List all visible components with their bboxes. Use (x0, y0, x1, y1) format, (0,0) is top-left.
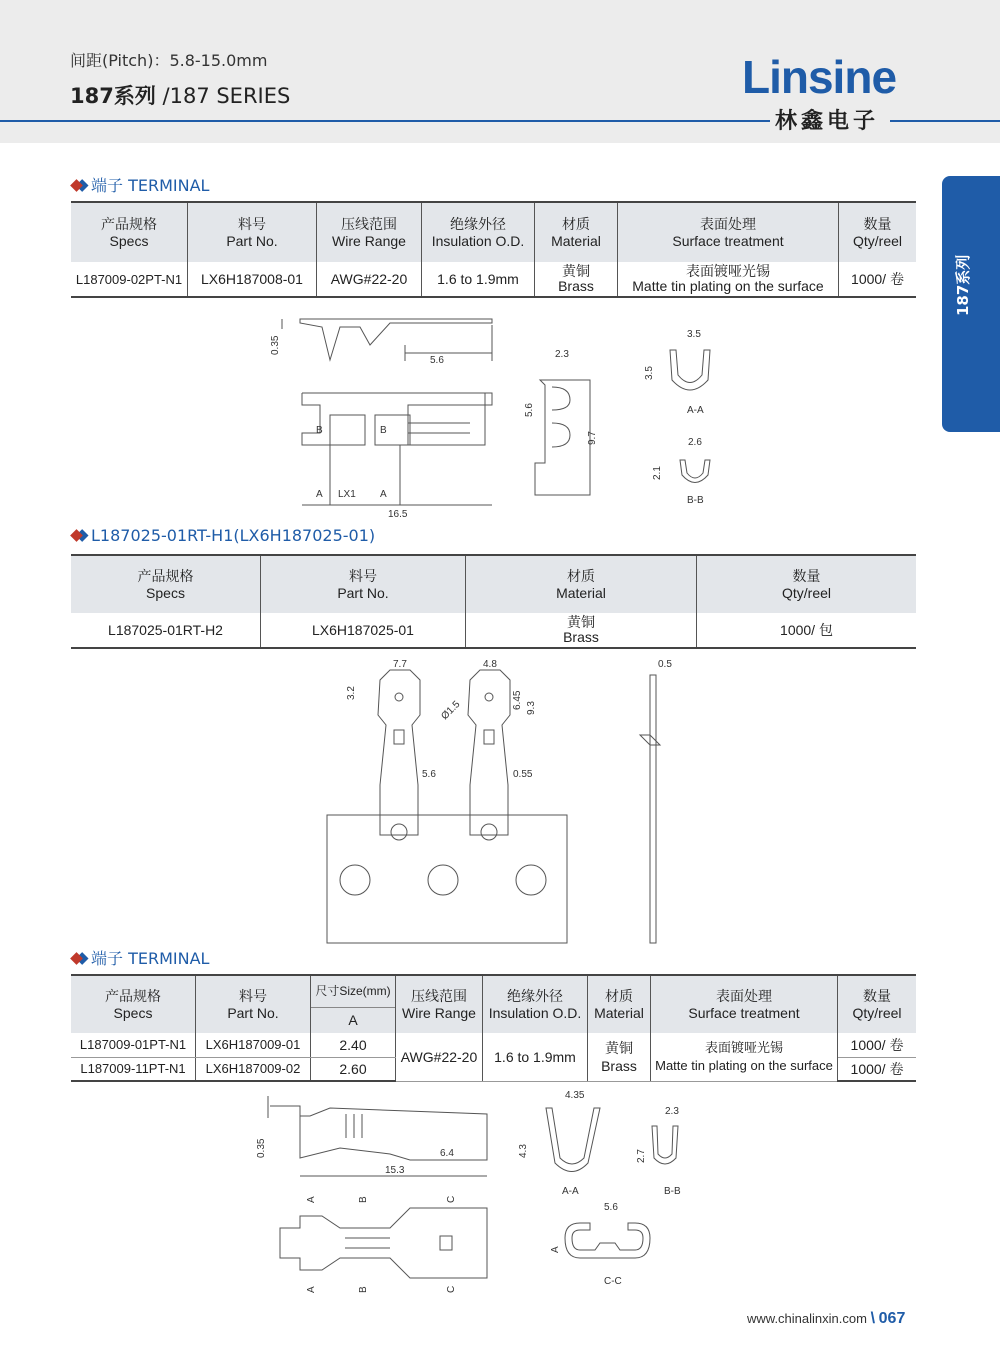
dim-text: 0.55 (513, 769, 533, 780)
cell-od: 1.6 to 1.9mm (483, 1033, 588, 1081)
cell-specs: L187009-01PT-N1 (71, 1033, 196, 1057)
th-wire-cn: 压线范围 (411, 987, 467, 1004)
dim-text: B (380, 425, 387, 436)
th-mat-en: Material (551, 232, 601, 249)
terminal-drawing-2 (310, 655, 680, 945)
section1-title (72, 173, 209, 196)
diamond-icon (70, 179, 83, 192)
cell-specs: L187025-01RT-H2 (71, 613, 261, 648)
terminal-drawing-3 (250, 1088, 700, 1300)
dim-text: 15.3 (385, 1165, 405, 1176)
cell-surf-en: Matte tin plating on the surface (632, 278, 824, 294)
th-specs-en: Specs (113, 1004, 153, 1021)
section1-table (71, 201, 916, 298)
dim-text: 3.5 (687, 329, 701, 340)
cell-od: 1.6 to 1.9mm (422, 262, 535, 297)
cell-a: 2.60 (311, 1057, 396, 1081)
cell-qty: 1000/ 卷 (838, 1057, 917, 1081)
th-mat-cn: 材质 (605, 987, 633, 1004)
th-wire-en: Wire Range (402, 1004, 476, 1021)
cell-part: LX6H187008-01 (188, 262, 317, 297)
cell-mat-cn: 黄铜 (605, 1039, 633, 1056)
dim-text: 7.7 (393, 659, 407, 670)
cell-part: LX6H187009-01 (196, 1033, 311, 1057)
table-row (71, 1033, 916, 1057)
dim-text: 6.4 (440, 1148, 454, 1159)
section3-title-text: 端子 TERMINAL (91, 949, 210, 968)
th-qty-cn: 数量 (863, 987, 891, 1004)
th-od-en: Insulation O.D. (431, 232, 525, 249)
dim-text: 4.3 (518, 1144, 529, 1158)
section3-table (71, 974, 916, 1082)
dim-text: 2.3 (555, 349, 569, 360)
cell-part: LX6H187009-02 (196, 1057, 311, 1081)
dim-text: A (550, 1246, 561, 1253)
th-wire-en: Wire Range (332, 232, 406, 249)
dim-text: 4.35 (565, 1090, 585, 1101)
th-od-en: Insulation O.D. (488, 1004, 582, 1021)
dim-text: B (358, 1286, 369, 1293)
dim-text: 9.7 (587, 431, 598, 445)
dim-text: 5.6 (524, 403, 535, 417)
th-qty-en: Qty/reel (852, 232, 902, 249)
th-specs-en: Specs (109, 232, 149, 249)
section1-title-text: 端子 TERMINAL (91, 176, 210, 195)
dim-text: 0.35 (270, 335, 281, 355)
side-tab-label: 187系列 (954, 254, 972, 316)
cell-mat-en: Brass (601, 1057, 637, 1074)
footer-separator: \ (870, 1310, 876, 1327)
dim-text: Ø1.5 (439, 699, 463, 723)
header-divider-right (890, 120, 1000, 122)
series-en: /187 SERIES (155, 84, 291, 108)
th-qty-en: Qty/reel (781, 584, 831, 601)
th-qty-cn: 数量 (792, 567, 821, 584)
cell-part: LX6H187025-01 (261, 613, 466, 648)
cell-surf-cn: 表面镀哑光锡 (704, 1039, 783, 1055)
th-specs-en: Specs (146, 584, 185, 601)
series-cn: 187系列 (70, 84, 156, 108)
page-header (0, 0, 1000, 143)
dim-text: B (316, 425, 323, 436)
th-part-cn: 料号 (239, 987, 267, 1004)
dim-text: A (380, 489, 387, 500)
dim-text: 0.35 (256, 1138, 267, 1158)
section2-title (72, 526, 375, 545)
cell-qty: 1000/ 包 (697, 613, 917, 648)
th-specs-cn: 产品规格 (101, 215, 157, 232)
dim-text: A (316, 489, 323, 500)
dim-text: 6.45 (512, 690, 523, 710)
cell-specs: L187009-11PT-N1 (71, 1057, 196, 1081)
dim-text: 16.5 (388, 509, 408, 520)
th-mat-en: Material (556, 584, 606, 601)
section2-title-text: L187025-01RT-H1(LX6H187025-01) (91, 526, 376, 545)
th-wire-cn: 压线范围 (341, 215, 397, 232)
dim-text: 5.6 (430, 355, 444, 366)
th-size: 尺寸Size(mm) (311, 975, 396, 1007)
th-part-cn: 料号 (238, 215, 266, 232)
th-surf-en: Surface treatment (688, 1004, 800, 1021)
dim-text: 2.3 (665, 1106, 679, 1117)
header-divider (0, 120, 770, 122)
series-title (70, 80, 290, 110)
th-part-cn: 料号 (349, 567, 377, 584)
th-surf-en: Surface treatment (672, 232, 784, 249)
dim-text: A-A (562, 1186, 579, 1197)
section3-title (72, 946, 209, 969)
dim-text: A (306, 1286, 317, 1293)
th-od-cn: 绝缘外径 (507, 987, 563, 1004)
page-footer (747, 1310, 905, 1328)
th-surf-cn: 表面处理 (700, 215, 756, 232)
cell-mat-en: Brass (558, 278, 594, 294)
th-part-en: Part No. (227, 1004, 279, 1021)
th-od-cn: 绝缘外径 (450, 215, 506, 232)
dim-text: A (306, 1196, 317, 1203)
cell-wire: AWG#22-20 (317, 262, 422, 297)
th-specs-cn: 产品规格 (105, 987, 161, 1004)
cell-wire: AWG#22-20 (396, 1033, 483, 1081)
cell-surf-cn: 表面镀哑光锡 (686, 263, 770, 279)
cell-a: 2.40 (311, 1033, 396, 1057)
dim-text: C-C (604, 1276, 622, 1287)
th-mat-cn: 材质 (567, 567, 595, 584)
dim-text: 2.1 (652, 466, 663, 480)
pitch-text: 间距(Pitch)：5.8-15.0mm (70, 51, 268, 70)
dim-text: 5.6 (604, 1202, 618, 1213)
th-qty-en: Qty/reel (852, 1004, 902, 1021)
dim-text: C (446, 1285, 457, 1293)
cell-surf-en: Matte tin plating on the surface (655, 1057, 833, 1073)
table-row (71, 262, 916, 297)
th-surf-cn: 表面处理 (716, 987, 772, 1004)
brand-logo-cn: 林鑫电子 (775, 109, 880, 134)
th-specs-cn: 产品规格 (137, 567, 194, 584)
th-size-a: A (311, 1007, 396, 1033)
cell-qty: 1000/ 卷 (838, 1033, 917, 1057)
dim-text: 4.8 (483, 659, 497, 670)
dim-text: A-A (687, 405, 704, 416)
side-tab[interactable] (942, 176, 1000, 432)
cell-mat-cn: 黄铜 (562, 263, 590, 279)
cell-specs: L187009-02PT-N1 (71, 262, 188, 297)
section2-table (71, 554, 916, 649)
dim-text: B-B (664, 1186, 681, 1197)
dim-text: 0.5 (658, 659, 672, 670)
dim-text: B (358, 1196, 369, 1203)
diamond-icon (70, 529, 83, 542)
th-qty-cn: 数量 (863, 215, 892, 232)
dim-text: B-B (687, 495, 704, 506)
table-row (71, 613, 916, 648)
th-mat-en: Material (594, 1004, 644, 1021)
dim-text: 3.2 (346, 686, 357, 700)
dim-text: 3.5 (644, 366, 655, 380)
dim-text: C (446, 1195, 457, 1203)
dim-text: 9.3 (526, 701, 537, 715)
dim-text: LX1 (338, 489, 356, 500)
page-number: 067 (878, 1310, 906, 1327)
diamond-icon (70, 952, 83, 965)
th-part-en: Part No. (337, 584, 389, 601)
dim-text: 5.6 (422, 769, 436, 780)
footer-url[interactable]: www.chinalinxin.com (747, 1311, 867, 1326)
brand-logo: Linsine (742, 51, 897, 103)
dim-text: 2.6 (688, 437, 702, 448)
cell-mat-en: Brass (563, 629, 599, 645)
cell-qty: 1000/ 卷 (839, 262, 917, 297)
cell-mat-cn: 黄铜 (567, 614, 595, 630)
th-mat-cn: 材质 (562, 215, 590, 232)
terminal-drawing-1 (260, 305, 730, 520)
th-part-en: Part No. (226, 232, 278, 249)
dim-text: 2.7 (636, 1149, 647, 1163)
